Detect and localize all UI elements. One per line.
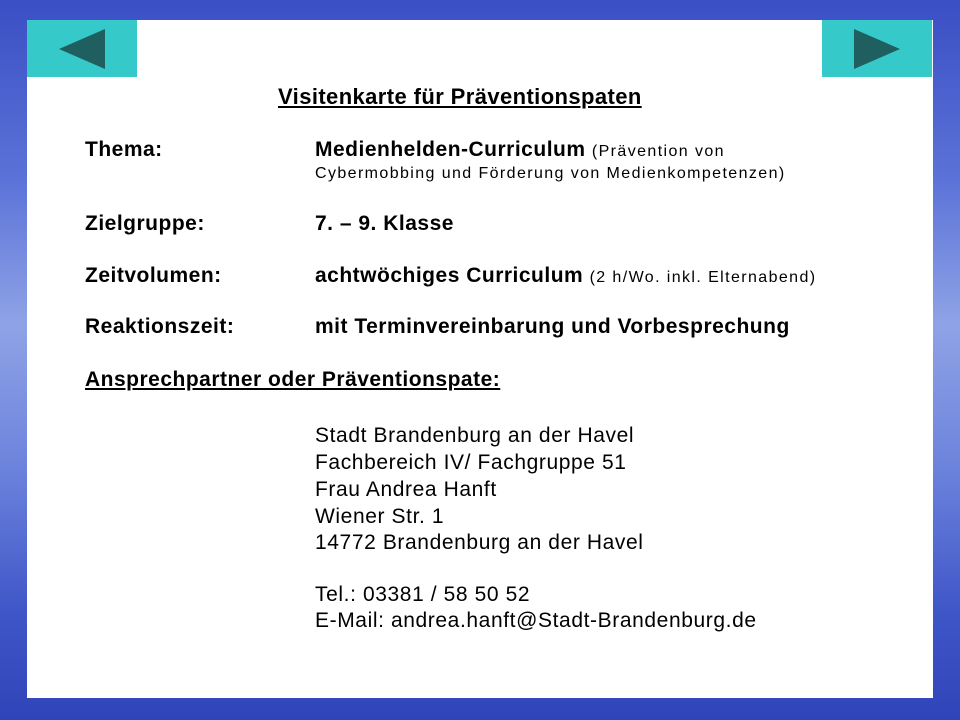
reaktionszeit-value-text: mit Terminvereinbarung und Vorbesprechung (315, 315, 790, 338)
phone-number: Tel.: 03381 / 58 50 52 (315, 583, 531, 606)
email-address[interactable]: E-Mail: andrea.hanft@Stadt-Brandenburg.de (315, 609, 757, 632)
zielgruppe-value-text: 7. – 9. Klasse (315, 212, 454, 235)
zeitvolumen-label: Zeitvolumen: (85, 264, 222, 287)
page-title: Visitenkarte für Präventionspaten (278, 84, 642, 109)
reaktionszeit-value (315, 315, 790, 339)
zeitvolumen-value-text: achtwöchiges Curriculum (315, 264, 584, 287)
address-line: Stadt Brandenburg an der Havel (315, 424, 635, 447)
address-line: Frau Andrea Hanft (315, 478, 497, 501)
zielgruppe-label: Zielgruppe: (85, 212, 205, 235)
thema-label: Thema: (85, 138, 163, 161)
zeitvolumen-note: (2 h/Wo. inkl. Elternabend) (589, 269, 817, 286)
next-button[interactable] (822, 20, 932, 77)
triangle-right-icon (852, 27, 902, 71)
zeitvolumen-value (315, 264, 817, 288)
address-line: Wiener Str. 1 (315, 505, 445, 528)
triangle-left-icon (57, 27, 107, 71)
thema-note-1: (Prävention von (591, 143, 725, 160)
thema-note-2: Cybermobbing und Förderung von Medienkompetenzen) (315, 165, 786, 182)
thema-value (315, 138, 725, 162)
contact-heading: Ansprechpartner oder Präventionspate: (85, 368, 501, 391)
reaktionszeit-label: Reaktionszeit: (85, 315, 235, 338)
address-line: Fachbereich IV/ Fachgruppe 51 (315, 451, 627, 474)
previous-button[interactable] (27, 20, 137, 77)
thema-value-text: Medienhelden-Curriculum (315, 138, 586, 161)
address-line: 14772 Brandenburg an der Havel (315, 531, 644, 554)
zielgruppe-value (315, 212, 454, 236)
